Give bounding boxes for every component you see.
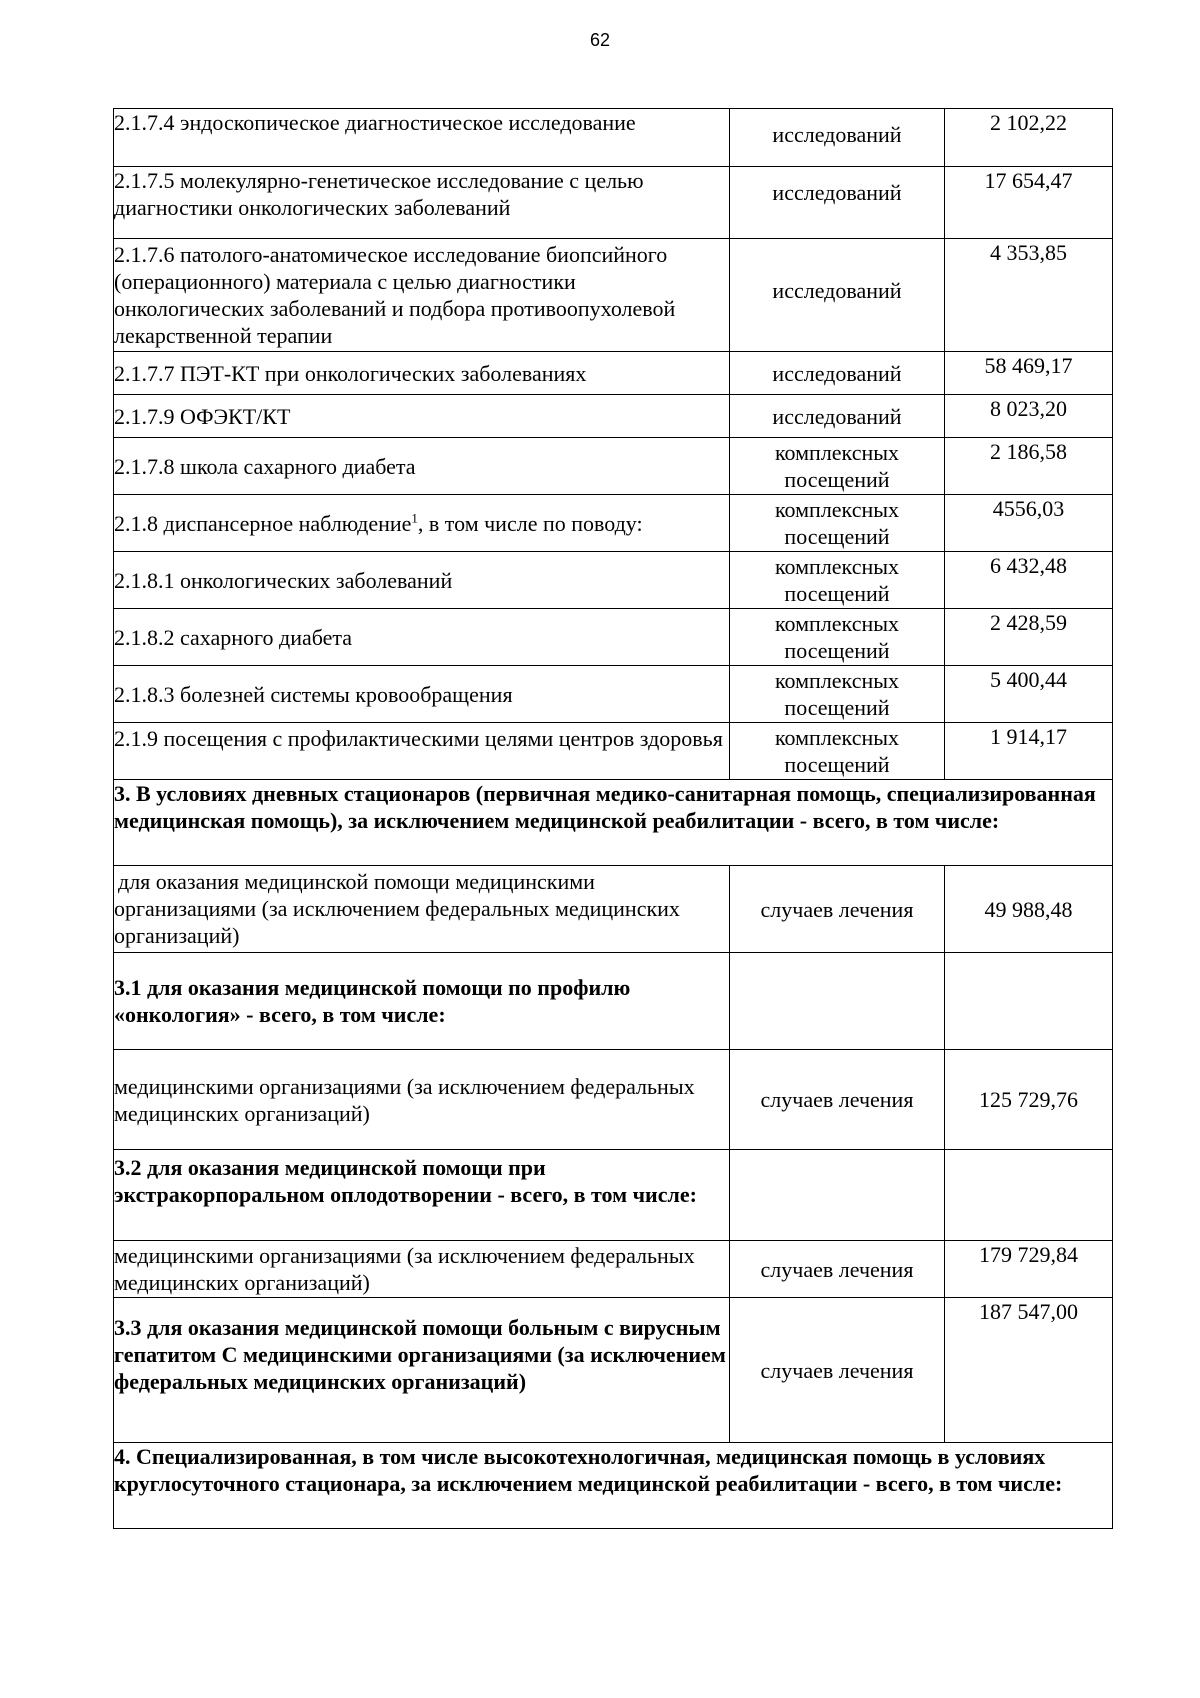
row-value: 187 547,00 xyxy=(945,1298,1113,1443)
row-unit: исследований xyxy=(730,109,945,167)
row-unit: исследований xyxy=(730,167,945,239)
table-row xyxy=(114,1050,1113,1150)
row-value: 179 729,84 xyxy=(945,1241,1113,1298)
row-unit: комплексных посещений xyxy=(730,552,945,609)
row-value: 125 729,76 xyxy=(945,1050,1113,1150)
row-unit: комплексных посещений xyxy=(730,495,945,552)
table-row xyxy=(114,1241,1113,1298)
table-row xyxy=(114,352,1113,395)
row-value: 2 102,22 xyxy=(945,109,1113,167)
row-unit: случаев лечения xyxy=(730,1298,945,1443)
row-unit: исследований xyxy=(730,239,945,352)
row-unit: комплексных посещений xyxy=(730,609,945,666)
table-row xyxy=(114,395,1113,438)
row-name: медицинскими организациями (за исключением федеральных медицинских организаций) xyxy=(114,1241,730,1298)
row-unit-empty xyxy=(730,1150,945,1241)
row-value: 2 186,58 xyxy=(945,438,1113,495)
row-unit: случаев лечения xyxy=(730,866,945,953)
table-row xyxy=(114,109,1113,167)
footnote-mark: 1 xyxy=(411,510,418,526)
row-name: 2.1.7.4 эндоскопическое диагностическое исследование xyxy=(114,109,730,167)
row-value: 2 428,59 xyxy=(945,609,1113,666)
tariff-table xyxy=(113,108,1113,1529)
row-name: 2.1.7.5 молекулярно-генетическое исследование с целью диагностики онкологических заболеваний xyxy=(114,167,730,239)
table-row xyxy=(114,438,1113,495)
section-3-2-heading: 3.2 для оказания медицинской помощи при экстракорпоральном оплодотворении - всего, в том числе: xyxy=(114,1150,730,1241)
row-value: 1 914,17 xyxy=(945,723,1113,780)
row-name: для оказания медицинской помощи медицинскими организациями (за исключением федеральных медицинских организаций) xyxy=(114,866,730,953)
row-unit: комплексных посещений xyxy=(730,723,945,780)
row-value-empty xyxy=(945,953,1113,1050)
table-row xyxy=(114,167,1113,239)
row-unit: исследований xyxy=(730,352,945,395)
row-name: 2.1.9 посещения с профилактическими целями центров здоровья xyxy=(114,723,730,780)
row-name-tail: , в том числе по поводу: xyxy=(417,510,643,536)
row-value: 5 400,44 xyxy=(945,666,1113,723)
table-row xyxy=(114,495,1113,552)
row-unit: случаев лечения xyxy=(730,1050,945,1150)
table-row xyxy=(114,609,1113,666)
row-unit: комплексных посещений xyxy=(730,666,945,723)
table-row xyxy=(114,723,1113,780)
row-value: 6 432,48 xyxy=(945,552,1113,609)
section-heading-row xyxy=(114,1443,1113,1529)
row-name: 2.1.8.3 болезней системы кровообращения xyxy=(114,666,730,723)
row-unit: исследований xyxy=(730,395,945,438)
section-3-3-heading: 3.3 для оказания медицинской помощи больным с вирусным гепатитом С медицинскими организациями (за исключением федеральных медицинских организаций) xyxy=(114,1298,730,1443)
row-name: 2.1.7.9 ОФЭКТ/КТ xyxy=(114,395,730,438)
table-row xyxy=(114,239,1113,352)
row-name: 2.1.8.2 сахарного диабета xyxy=(114,609,730,666)
row-unit: комплексных посещений xyxy=(730,438,945,495)
row-name: 2.1.8.1 онкологических заболеваний xyxy=(114,552,730,609)
section-4-heading: 4. Специализированная, в том числе высокотехнологичная, медицинская помощь в условиях круглосуточного стационара, за исключением медицинской реабилитации - всего, в том числе: xyxy=(114,1443,1113,1529)
table-row xyxy=(114,953,1113,1050)
row-name: 2.1.7.6 патолого-анатомическое исследование биопсийного (операционного) материала с целью диагностики онкологических заболеваний и подбора противоопухолевой лекарственной терапии xyxy=(114,239,730,352)
row-value: 58 469,17 xyxy=(945,352,1113,395)
row-value-empty xyxy=(945,1150,1113,1241)
row-name: медицинскими организациями (за исключением федеральных медицинских организаций) xyxy=(114,1050,730,1150)
row-unit: случаев лечения xyxy=(730,1241,945,1298)
section-3-heading: 3. В условиях дневных стационаров (первичная медико-санитарная помощь, специализированная медицинская помощь), за исключением медицинской реабилитации - всего, в том числе: xyxy=(114,780,1113,866)
table-row xyxy=(114,666,1113,723)
section-3-1-heading: 3.1 для оказания медицинской помощи по профилю «онкология» - всего, в том числе: xyxy=(114,953,730,1050)
row-value: 4556,03 xyxy=(945,495,1113,552)
row-name xyxy=(114,495,730,552)
section-heading-row xyxy=(114,780,1113,866)
row-name: 2.1.7.8 школа сахарного диабета xyxy=(114,438,730,495)
row-name: 2.1.7.7 ПЭТ-КТ при онкологических заболеваниях xyxy=(114,352,730,395)
row-value: 17 654,47 xyxy=(945,167,1113,239)
table-row xyxy=(114,1298,1113,1443)
row-unit-empty xyxy=(730,953,945,1050)
row-value: 4 353,85 xyxy=(945,239,1113,352)
row-value: 49 988,48 xyxy=(945,866,1113,953)
row-name-text: 2.1.8 диспансерное наблюдение xyxy=(114,510,412,536)
table-row xyxy=(114,552,1113,609)
table-row xyxy=(114,866,1113,953)
row-value: 8 023,20 xyxy=(945,395,1113,438)
page-number: 62 xyxy=(589,30,611,50)
table-row xyxy=(114,1150,1113,1241)
